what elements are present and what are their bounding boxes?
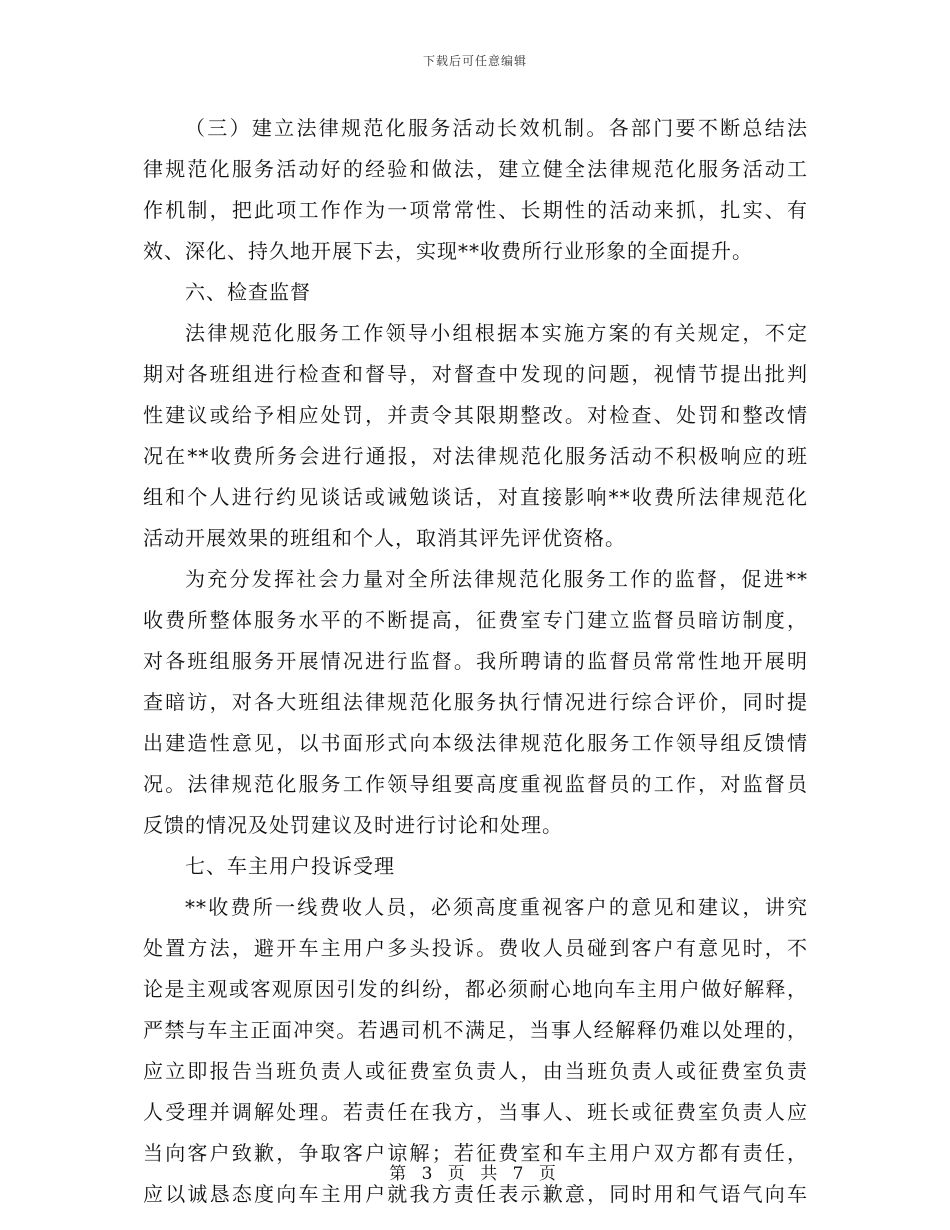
paragraph-line: 法律规范化服务工作领导小组根据本实施方案的有关规定，不定 — [185, 321, 808, 345]
paragraph-line: 严禁与车主正面冲突。若遇司机不满足，当事人经解释仍难以处理的， — [143, 1018, 808, 1042]
paragraph-line: 律规范化服务活动好的经验和做法，建立健全法律规范化服务活动工 — [143, 157, 808, 181]
paragraph-line: **收费所一线费收人员，必须高度重视客户的意见和建议，讲究 — [185, 895, 808, 919]
document-body — [143, 108, 808, 1215]
paragraph-line: 效、深化、持久地开展下去，实现**收费所行业形象的全面提升。 — [143, 239, 753, 263]
paragraph-line: 期对各班组进行检查和督导，对督查中发现的问题，视情节提出批判 — [143, 362, 808, 386]
paragraph-line: 况。法律规范化服务工作领导组要高度重视监督员的工作，对监督员 — [143, 772, 808, 796]
paragraph-line: 论是主观或客观原因引发的纠纷，都必须耐心地向车主用户做好解释， — [143, 977, 808, 1001]
paragraph-line: 应以诚恳态度向车主用户就我方责任表示歉意，同时用和气语气向车 — [143, 1182, 808, 1206]
paragraph-line: 为充分发挥社会力量对全所法律规范化服务工作的监督，促进** — [185, 567, 808, 591]
paragraph-line: 应立即报告当班负责人或征费室负责人，由当班负责人或征费室负责 — [143, 1059, 808, 1083]
paragraph-line: 人受理并调解处理。若责任在我方，当事人、班长或征费室负责人应 — [143, 1100, 808, 1124]
paragraph-line: 况在**收费所务会进行通报，对法律规范化服务活动不积极响应的班 — [143, 444, 808, 468]
section-heading: 六、检查监督 — [185, 280, 311, 304]
paragraph-line: 处置方法，避开车主用户多头投诉。费收人员碰到客户有意见时，不 — [143, 936, 808, 960]
paragraph-line: 性建议或给予相应处罚，并责令其限期整改。对检查、处罚和整改情 — [143, 403, 808, 427]
section-heading: 七、车主用户投诉受理 — [185, 854, 395, 878]
paragraph-line: （三）建立法律规范化服务活动长效机制。各部门要不断总结法 — [185, 116, 808, 140]
paragraph-line: 出建造性意见，以书面形式向本级法律规范化服务工作领导组反馈情 — [143, 731, 808, 755]
paragraph-line: 收费所整体服务水平的不断提高，征费室专门建立监督员暗访制度， — [143, 608, 808, 632]
paragraph-line: 当向客户致歉，争取客户谅解；若征费室和车主用户双方都有责任， — [143, 1141, 808, 1165]
paragraph-line: 组和个人进行约见谈话或诫勉谈话，对直接影响**收费所法律规范化 — [143, 485, 808, 509]
page-header: 下载后可任意编辑 — [422, 54, 527, 68]
paragraph-line: 对各班组服务开展情况进行监督。我所聘请的监督员常常性地开展明 — [143, 649, 808, 673]
paragraph-line: 作机制，把此项工作作为一项常常性、长期性的活动来抓，扎实、有 — [143, 198, 808, 222]
paragraph-line: 活动开展效果的班组和个人，取消其评先评优资格。 — [143, 526, 626, 550]
paragraph-line: 查暗访，对各大班组法律规范化服务执行情况进行综合评价，同时提 — [143, 690, 808, 714]
page-number: 第 3 页 共 7 页 — [389, 1164, 561, 1184]
paragraph-line: 反馈的情况及处罚建议及时进行讨论和处理。 — [143, 813, 563, 837]
